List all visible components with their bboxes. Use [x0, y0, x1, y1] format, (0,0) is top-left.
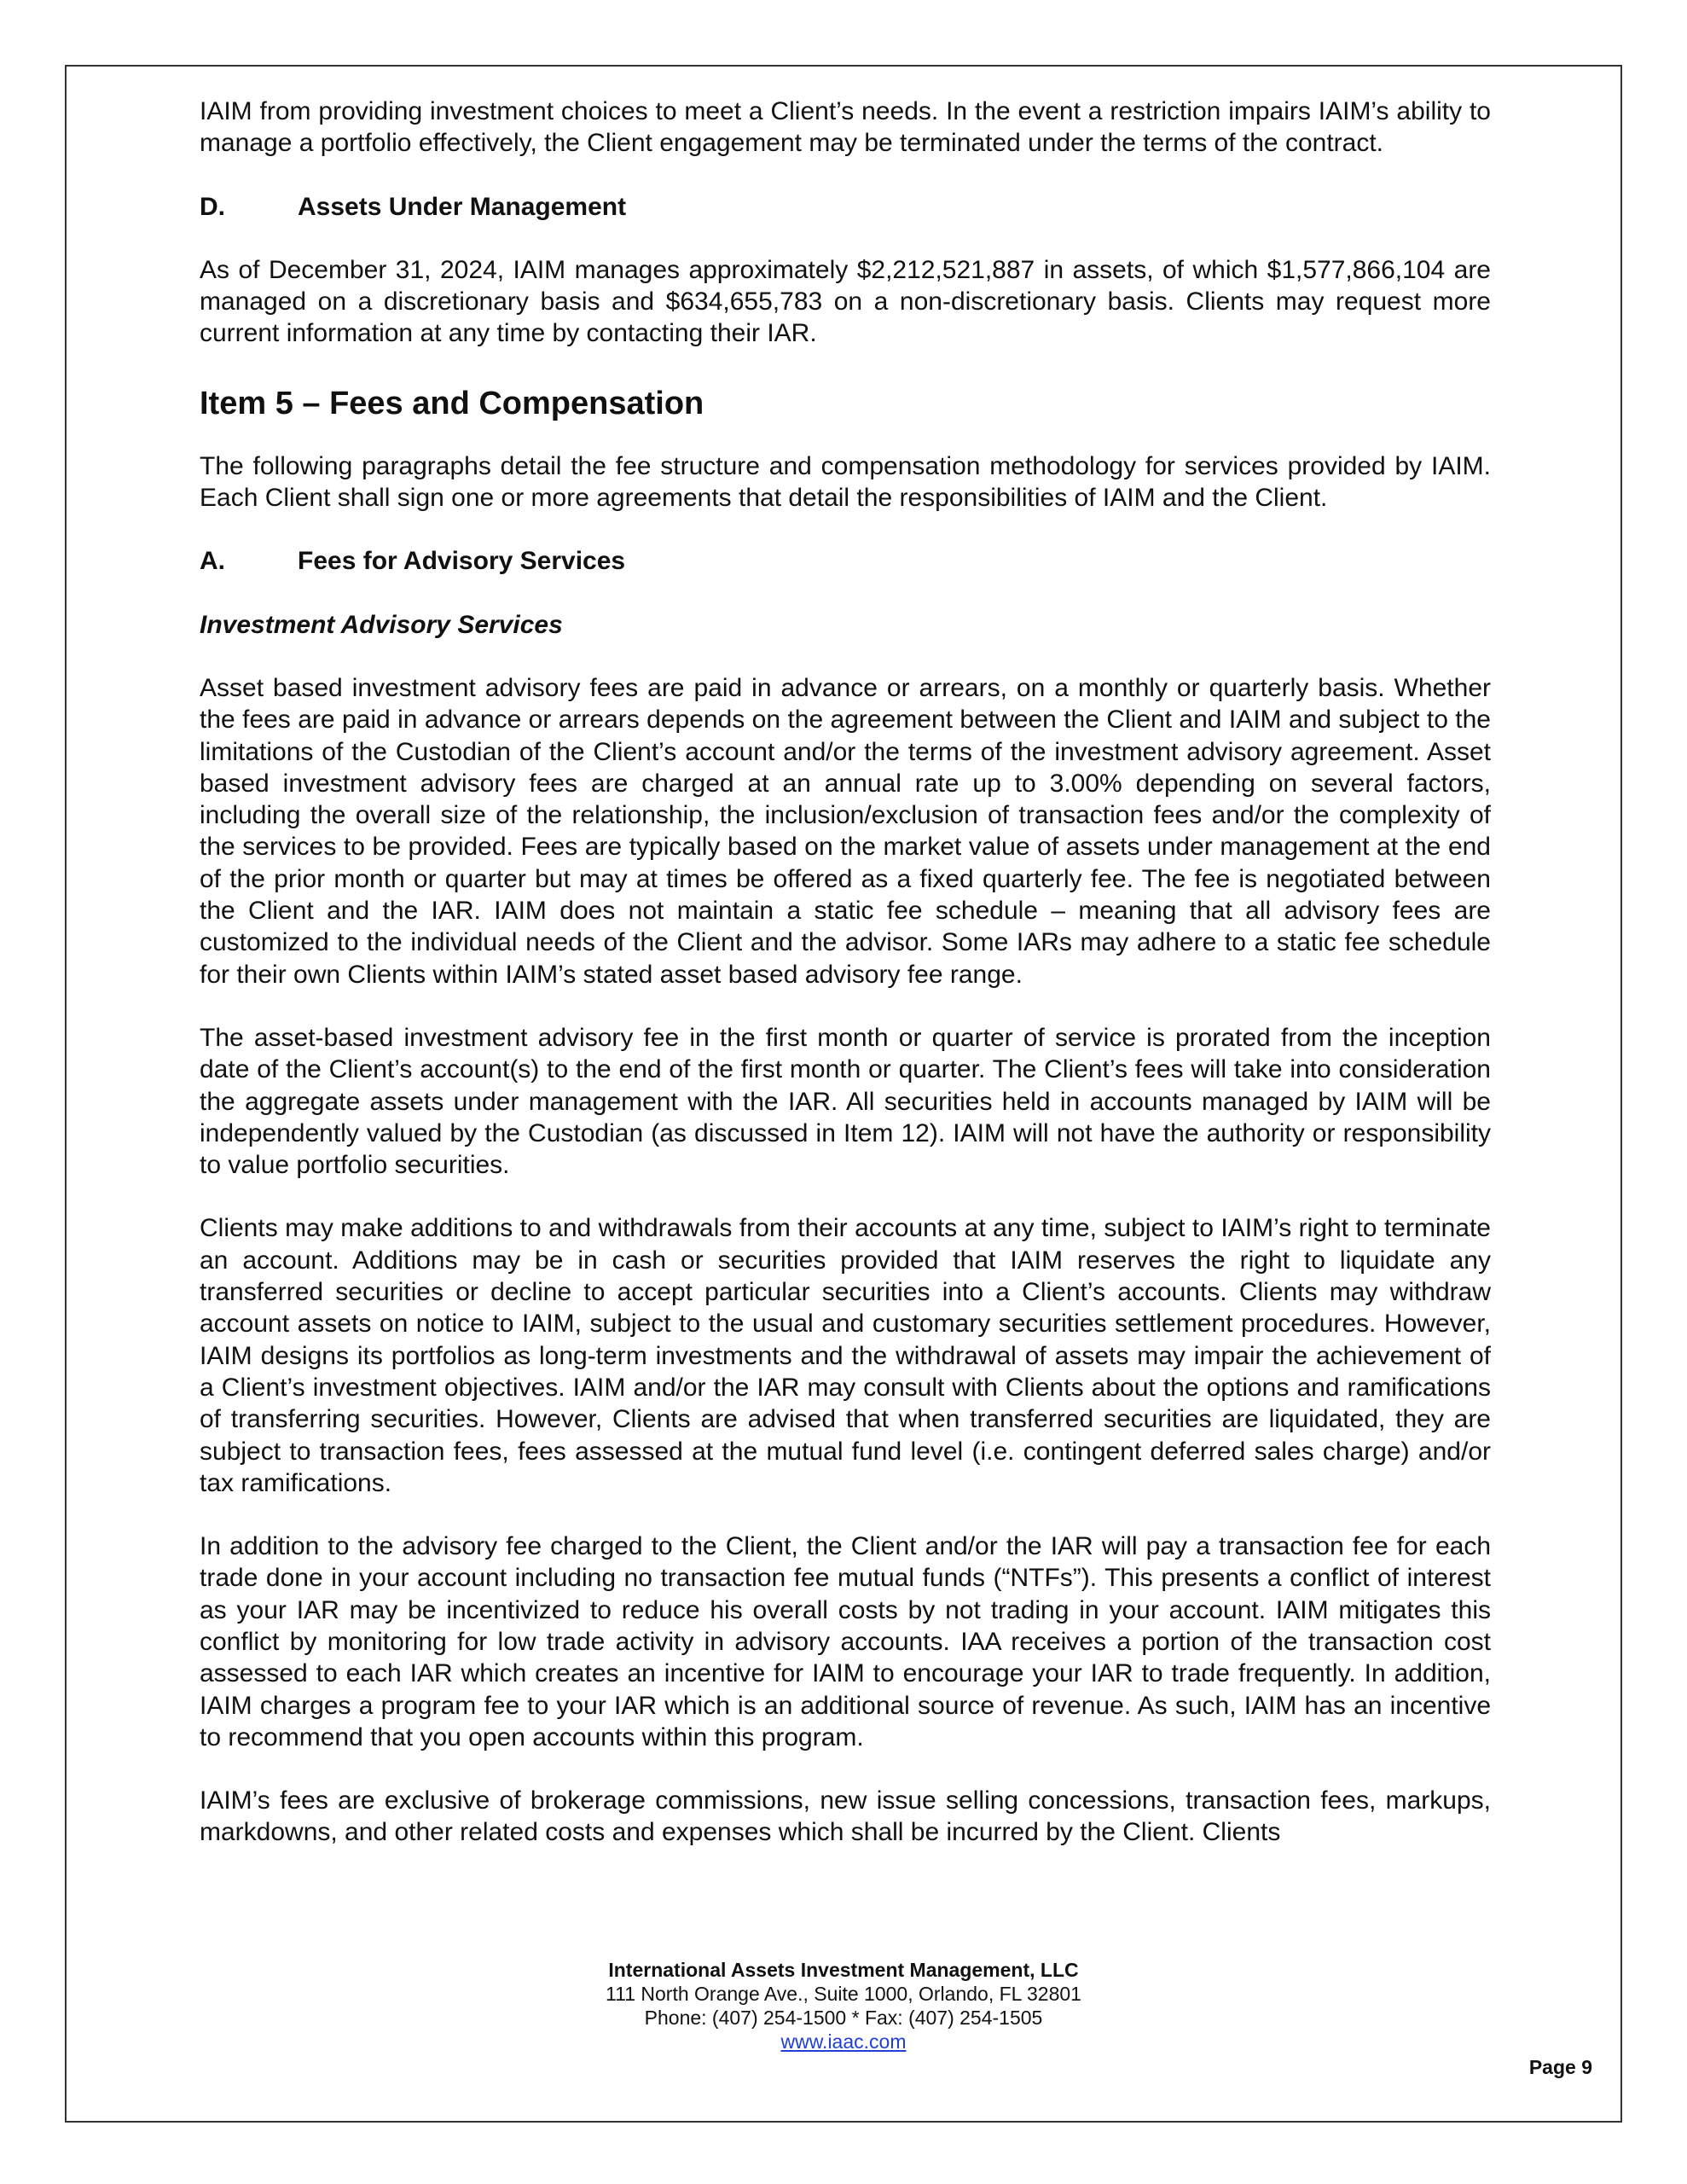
fees-paragraph-2: The asset-based investment advisory fee in the first month or quarter of service is prorated from the inception date of the Client’s account(s) to the end of the first month or quarter. The Client’s fees will take into consideration the aggregate assets under management with the IAR. All securities held in accounts managed by IAIM will be independently valued by the Custodian (as discussed in Item 12). IAIM will not have the authority or responsibility to value portfolio securities. [200, 1023, 1491, 1180]
fees-paragraph-4: In addition to the advisory fee charged to the Client, the Client and/or the IAR will pay a transaction fee for each trade done in your account including no transaction fee mutual funds (“NTFs”). This presents a conflict of interest as your IAR may be incentivized to reduce his overall costs by not trading in your account. IAIM mitigates this conflict by monitoring for low trade activity in advisory accounts. IAA receives a portion of the transaction cost assessed to each IAR which creates an incentive for IAIM to encourage your IAR to trade frequently. In addition, IAIM charges a program fee to your IAR which is an additional source of revenue. As such, IAIM has an incentive to recommend that you open accounts within this program. [200, 1532, 1491, 1751]
footer-address: 111 North Orange Ave., Suite 1000, Orlando, FL 32801 [606, 1983, 1081, 2005]
section-d-letter: D. [200, 192, 225, 221]
item5-intro-paragraph: The following paragraphs detail the fee structure and compensation methodology for services provided by IAIM. Each Client shall sign one or more agreements that detail the responsibilities of IAIM and the Client. [200, 451, 1491, 513]
intro-paragraph: IAIM from providing investment choices to meet a Client’s needs. In the event a restriction impairs IAIM’s ability to manage a portfolio effectively, the Client engagement may be terminated under the terms of the contract. [200, 97, 1491, 158]
fees-paragraph-1: Asset based investment advisory fees are paid in advance or arrears, on a monthly or quarterly basis. Whether the fees are paid in advance or arrears depends on the agreement between the Client and IAIM and subject to the limitations of the Custodian of the Client’s account and/or the terms of the investment advisory agreement. Asset based investment advisory fees are charged at an annual rate up to 3.00% depending on several factors, including the overall size of the relationship, the inclusion/exclusion of transaction fees and/or the complexity of the services to be provided. Fees are typically based on the market value of assets under management at the end of the prior month or quarter but may at times be offered as a fixed quarterly fee. The fee is negotiated between the Client and the IAR. IAIM does not maintain a static fee schedule – meaning that all advisory fees are customized to the individual needs of the Client and the advisor. Some IARs may adhere to a static fee schedule for their own Clients within IAIM’s stated asset based advisory fee range. [200, 673, 1491, 989]
section-a-letter: A. [200, 547, 225, 576]
section-d-title: Assets Under Management [298, 192, 627, 221]
section-a-heading [200, 545, 1491, 577]
footer-website-link[interactable]: www.iaac.com [780, 2030, 907, 2053]
section-a-title: Fees for Advisory Services [298, 547, 626, 576]
footer-company-name: International Assets Investment Management, LLC [608, 1959, 1079, 1981]
item5-heading: Item 5 – Fees and Compensation [200, 385, 704, 421]
fees-paragraph-5: IAIM’s fees are exclusive of brokerage commissions, new issue selling concessions, transaction fees, markups, markdowns, and other related costs and expenses which shall be incurred by the Client. Clients [200, 1786, 1491, 1847]
footer-phone-fax: Phone: (407) 254-1500 * Fax: (407) 254-1505 [644, 2007, 1043, 2029]
page-footer [0, 1958, 1687, 2053]
fees-paragraph-3: Clients may make additions to and withdrawals from their accounts at any time, subject to IAIM’s right to terminate an account. Additions may be in cash or securities provided that IAIM reserves the right to liquidate any transferred securities or decline to accept particular securities into a Client’s accounts. Clients may withdraw account assets on notice to IAIM, subject to the usual and customary securities settlement procedures. However, IAIM designs its portfolios as long-term investments and the withdrawal of assets may impair the achievement of a Client’s investment objectives. IAIM and/or the IAR may consult with Clients about the options and ramifications of transferring securities. However, Clients are advised that when transferred securities are liquidated, they are subject to transaction fees, fees assessed at the mutual fund level (i.e. contingent deferred sales charge) and/or tax ramifications. [200, 1214, 1491, 1497]
investment-advisory-services-subheading: Investment Advisory Services [200, 610, 563, 639]
assets-under-management-paragraph: As of December 31, 2024, IAIM manages approximately $2,212,521,887 in assets, of which $1,577,866,104 are managed on a discretionary basis and $634,655,783 on a non-discretionary basis. Clients may request more current information at any time by contacting their IAR. [200, 255, 1491, 348]
page-number: Page 9 [1528, 2056, 1592, 2078]
section-d-heading [200, 191, 1491, 223]
document-body [200, 96, 1491, 1849]
